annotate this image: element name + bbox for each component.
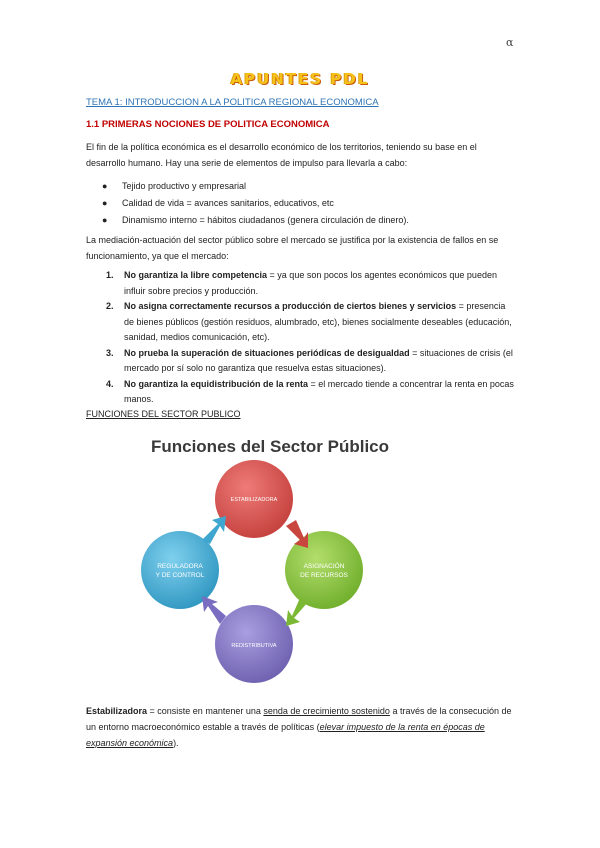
item-text: = ya que son pocos los agentes económicos que pueden influir sobre precios y producción. — [124, 270, 497, 296]
document-title: APUNTES PDL — [230, 70, 370, 88]
bullet-icon: ● — [102, 215, 108, 225]
list-item — [86, 299, 514, 346]
list-item — [86, 377, 514, 408]
item-bold: No prueba la superación de situaciones periódicas de desigualdad — [124, 347, 410, 358]
est-italic: elevar impuesto de la renta en épocas de expansión económica — [86, 722, 485, 748]
tema-heading: TEMA 1: INTRODUCCION A LA POLITICA REGIONAL ECONOMICA — [86, 97, 379, 108]
funciones-heading: FUNCIONES DEL SECTOR PUBLICO — [86, 409, 241, 419]
node-label-top: ESTABILIZADORA — [230, 497, 278, 503]
item-text: = el mercado tiende a concentrar la renta en pocas manos. — [124, 378, 514, 404]
section-heading: 1.1 PRIMERAS NOCIONES DE POLITICA ECONOMICA — [86, 119, 330, 130]
node-label-right-1: ASIGNACIÓN — [303, 563, 345, 570]
node-label-left-2: Y DE CONTROL — [155, 572, 205, 579]
item-number: 4. — [106, 378, 114, 389]
node-label-bottom: REDISTRIBUTIVA — [231, 643, 277, 649]
list-item — [86, 195, 409, 212]
item-number: 3. — [106, 347, 114, 358]
est-text-2: a través de la consecución de un entorno macroeconómico estable a través de políticas ( — [86, 706, 512, 732]
arrow-left-top-icon — [202, 516, 226, 544]
list-item — [86, 212, 409, 229]
list-item-text: Dinamismo interno = hábitos ciudadanos (genera circulación de dinero). — [122, 215, 409, 225]
item-number: 2. — [106, 301, 114, 311]
bullet-icon: ● — [102, 181, 108, 191]
est-text-3: ). — [173, 738, 179, 748]
list-item — [86, 268, 514, 299]
impulse-list — [86, 178, 409, 229]
list-item-text: Tejido productivo y empresarial — [122, 181, 247, 191]
diagram-title: Funciones del Sector Público — [150, 437, 390, 456]
node-label-right-2: DE RECURSOS — [300, 572, 348, 579]
funciones-diagram — [128, 426, 412, 688]
item-bold: No garantiza la equidistribución de la renta — [124, 378, 309, 389]
item-number: 1. — [106, 270, 114, 280]
intro-paragraph: El fin de la política económica es el desarrollo económico de los territorios, teniendo su base en el desarrollo humano. Hay una serie de elementos de impulso para llevarla a cabo: — [86, 142, 477, 168]
arrow-right-bottom-icon — [286, 598, 308, 626]
est-underlined: senda de crecimiento sostenido — [263, 706, 390, 716]
estabilizadora-paragraph — [86, 703, 516, 751]
est-term: Estabilizadora — [86, 706, 148, 716]
item-text: = situaciones de crisis (el mercado por sí solo no garantiza que resuelva estas situaciones). — [124, 347, 513, 373]
list-item — [86, 178, 409, 195]
item-text: = presencia de bienes públicos (gestión residuos, alumbrado, etc), bienes socialmente deseables (educación, sanidad, medios comunicación, etc). — [124, 301, 512, 342]
node-label-left-1: REGULADORA — [157, 563, 203, 570]
item-bold: No asigna correctamente recursos a producción de ciertos bienes y servicios — [124, 301, 457, 311]
corner-mark: α — [506, 36, 514, 49]
bullet-icon: ● — [102, 198, 108, 208]
mediacion-paragraph: La mediación-actuación del sector público sobre el mercado se justifica por la existencia de fallos en se funcionamiento, ya que el mercado: — [86, 235, 499, 261]
arrow-top-right-icon — [286, 520, 308, 548]
item-bold: No garantiza la libre competencia — [124, 270, 268, 280]
list-item — [86, 346, 514, 377]
est-text-1: = consiste en mantener una — [147, 706, 264, 716]
fallos-list — [86, 268, 514, 408]
list-item-text: Calidad de vida = avances sanitarios, educativos, etc — [122, 198, 334, 208]
arrow-bottom-left-icon — [202, 596, 226, 624]
node-reguladora — [141, 531, 219, 609]
